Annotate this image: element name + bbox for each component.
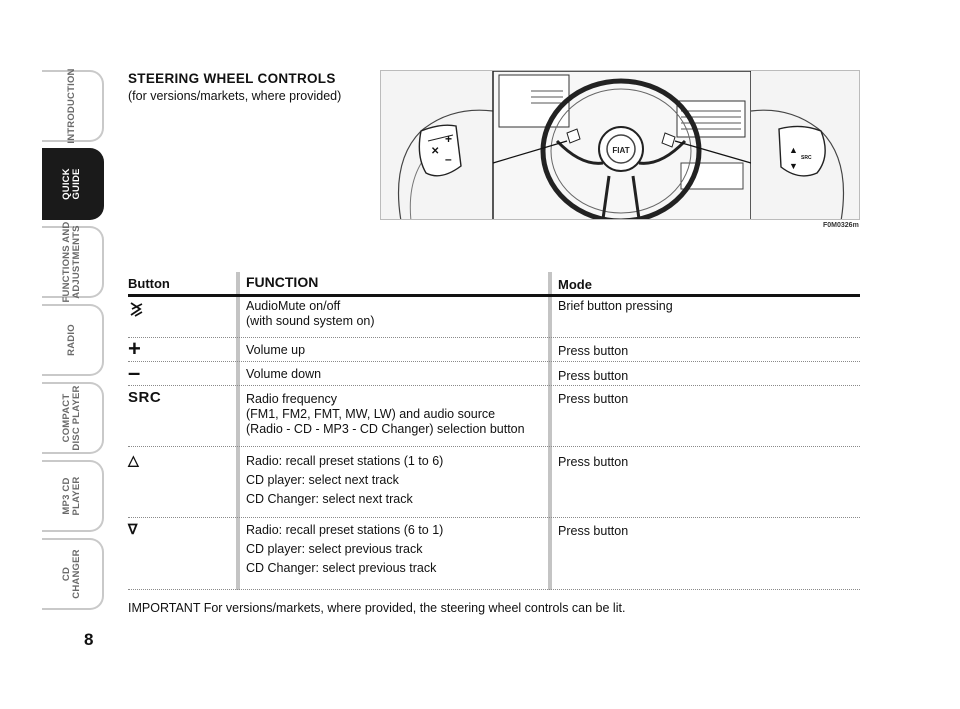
tab-quick-guide[interactable]: QUICK GUIDE: [42, 148, 104, 220]
row-divider: [128, 385, 860, 386]
header-rule: [128, 294, 860, 297]
steering-wheel-illustration: [380, 70, 860, 220]
figure-code: F0M0326m: [823, 222, 859, 229]
page-number: 8: [84, 630, 94, 649]
table-cell-mode: Press button: [558, 344, 629, 358]
svg-text:–: –: [445, 152, 452, 166]
table-cell-mode: Press button: [558, 369, 629, 383]
important-note: IMPORTANT For versions/markets, where provided, the steering wheel controls can be lit.: [128, 601, 626, 615]
table-cell-mode: Press button: [558, 455, 629, 469]
tab-compact-disc-player[interactable]: COMPACT DISC PLAYER: [42, 382, 104, 454]
preset-down-symbol: ∇: [128, 521, 138, 537]
table-cell-mode: Press button: [558, 392, 629, 406]
tab-cd-changer[interactable]: CD CHANGER: [42, 538, 104, 610]
table-cell-function: Radio: recall preset stations (1 to 6) CD player: select next track CD Changer: select next track: [246, 454, 444, 506]
header-function: FUNCTION: [246, 274, 319, 290]
preset-up-symbol: △: [128, 452, 139, 468]
volume-up-symbol: +: [128, 336, 141, 361]
header-button: Button: [128, 276, 170, 291]
table-cell-function: Volume down: [246, 367, 322, 381]
speaker-mute-icon: [128, 300, 146, 323]
column-separator: [236, 272, 240, 590]
table-cell-function: Radio frequency (FM1, FM2, FMT, MW, LW) and audio source (Radio - CD - MP3 - CD Changer) selection button: [246, 392, 525, 436]
row-divider: [128, 517, 860, 518]
section-title: STEERING WHEEL CONTROLS: [128, 71, 336, 86]
svg-text:✕: ✕: [431, 146, 440, 157]
row-divider: [128, 446, 860, 447]
header-mode: Mode: [558, 277, 592, 292]
column-separator: [548, 272, 552, 590]
table-cell-function: Radio: recall preset stations (6 to 1) CD player: select previous track CD Changer: select previous track: [246, 523, 444, 575]
table-cell-function: AudioMute on/off (with sound system on): [246, 299, 375, 328]
volume-down-symbol: –: [128, 360, 141, 385]
svg-text:▼: ▼: [789, 161, 798, 171]
svg-text:SRC: SRC: [801, 155, 812, 161]
src-button-symbol: SRC: [128, 389, 162, 406]
tab-radio[interactable]: RADIO: [42, 304, 104, 376]
row-divider: [128, 589, 860, 590]
tab-functions-and-adjustments[interactable]: FUNCTIONS AND ADJUSTMENTS: [42, 226, 104, 298]
row-divider: [128, 361, 860, 362]
table-cell-mode: Press button: [558, 524, 629, 538]
section-subtitle: (for versions/markets, where provided): [128, 89, 342, 103]
table-cell-function: Volume up: [246, 343, 306, 357]
svg-text:FIAT: FIAT: [612, 146, 630, 155]
tab-mp3-cd-player[interactable]: MP3 CD PLAYER: [42, 460, 104, 532]
svg-text:▲: ▲: [789, 145, 798, 155]
row-divider: [128, 337, 860, 338]
table-cell-mode: Brief button pressing: [558, 299, 673, 313]
svg-text:+: +: [445, 132, 453, 146]
tab-introduction[interactable]: INTRODUCTION: [42, 70, 104, 142]
